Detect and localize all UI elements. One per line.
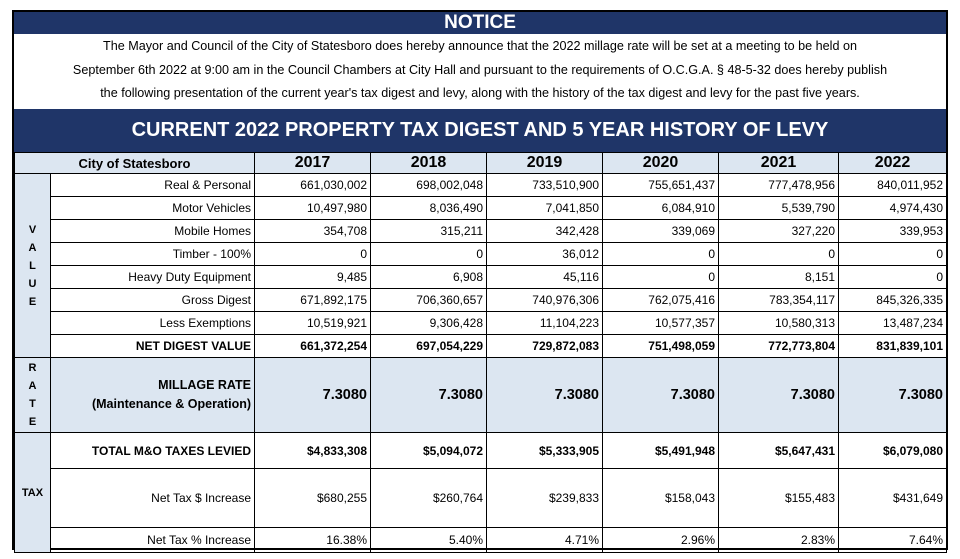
table-row: [15, 528, 947, 553]
side-letter: E: [28, 416, 37, 428]
notice-line: The Mayor and Council of the City of Statesboro does hereby announce that the 2022 millage rate will be set at a meeting to be held on: [103, 39, 857, 53]
tax-cell: 16.38%: [255, 528, 371, 553]
value-cell: 0: [371, 243, 487, 266]
value-cell: 840,011,952: [839, 174, 947, 197]
rate-side-label: [15, 358, 51, 433]
value-cell: 671,892,175: [255, 289, 371, 312]
millage-value-cell: 7.3080: [603, 358, 719, 433]
millage-value-cell: 7.3080: [371, 358, 487, 433]
value-cell: 783,354,117: [719, 289, 839, 312]
tax-cell: $680,255: [255, 469, 371, 528]
millage-label-line: MILLAGE RATE: [158, 378, 251, 392]
value-cell: 10,497,980: [255, 197, 371, 220]
value-cell: 0: [839, 266, 947, 289]
year-header: 2019: [487, 153, 603, 174]
tax-cell: 2.96%: [603, 528, 719, 553]
notice-paragraph: [20, 35, 940, 106]
value-cell: 10,580,313: [719, 312, 839, 335]
value-cell: 339,953: [839, 220, 947, 243]
side-letter: R: [28, 362, 37, 374]
table-row: [15, 469, 947, 528]
tax-cell: 5.40%: [371, 528, 487, 553]
value-section: [15, 174, 947, 358]
table-row: [15, 266, 947, 289]
value-cell: 697,054,229: [371, 335, 487, 358]
value-cell: 45,116: [487, 266, 603, 289]
table-row: [15, 197, 947, 220]
tax-cell: $6,079,080: [839, 433, 947, 469]
value-cell: 0: [603, 266, 719, 289]
side-letter: E: [28, 295, 37, 308]
value-cell: 762,075,416: [603, 289, 719, 312]
row-label: Net Tax % Increase: [51, 528, 255, 553]
rate-section: [15, 358, 947, 433]
city-label: City of Statesboro: [15, 153, 255, 174]
value-cell: 9,485: [255, 266, 371, 289]
tax-cell: $239,833: [487, 469, 603, 528]
year-header: 2020: [603, 153, 719, 174]
year-header: 2017: [255, 153, 371, 174]
tax-digest-table: [14, 152, 947, 553]
table-row: [15, 289, 947, 312]
row-label: Timber - 100%: [51, 243, 255, 266]
side-letter: L: [29, 259, 36, 272]
value-cell: 0: [719, 243, 839, 266]
value-cell: 698,002,048: [371, 174, 487, 197]
side-letter: U: [28, 277, 37, 290]
table-row: [15, 433, 947, 469]
row-label: TOTAL M&O TAXES LEVIED: [51, 433, 255, 469]
tax-cell: $5,491,948: [603, 433, 719, 469]
millage-value-cell: 7.3080: [487, 358, 603, 433]
value-cell: 6,908: [371, 266, 487, 289]
value-cell: 751,498,059: [603, 335, 719, 358]
row-label: Mobile Homes: [51, 220, 255, 243]
row-label: Heavy Duty Equipment: [51, 266, 255, 289]
tax-cell: $431,649: [839, 469, 947, 528]
tax-cell: $158,043: [603, 469, 719, 528]
side-letter: V: [28, 223, 37, 236]
year-header: 2021: [719, 153, 839, 174]
millage-value-cell: 7.3080: [839, 358, 947, 433]
side-letter: A: [28, 380, 37, 392]
side-letter: T: [29, 398, 36, 410]
tax-cell: 4.71%: [487, 528, 603, 553]
value-cell: 10,519,921: [255, 312, 371, 335]
value-cell: 11,104,223: [487, 312, 603, 335]
tax-section: [15, 433, 947, 553]
millage-value-cell: 7.3080: [719, 358, 839, 433]
row-label: Gross Digest: [51, 289, 255, 312]
tax-cell: $5,647,431: [719, 433, 839, 469]
value-cell: 0: [255, 243, 371, 266]
table-row: [15, 220, 947, 243]
value-cell: 706,360,657: [371, 289, 487, 312]
value-cell: 831,839,101: [839, 335, 947, 358]
tax-cell: $260,764: [371, 469, 487, 528]
year-header: 2018: [371, 153, 487, 174]
millage-value-cell: 7.3080: [255, 358, 371, 433]
value-cell: 339,069: [603, 220, 719, 243]
value-cell: 0: [839, 243, 947, 266]
side-letter: A: [28, 241, 37, 254]
millage-rate-row: [15, 358, 947, 433]
tax-side-label: TAX: [15, 433, 51, 553]
tax-cell: 2.83%: [719, 528, 839, 553]
value-cell: 13,487,234: [839, 312, 947, 335]
value-cell: 10,577,357: [603, 312, 719, 335]
value-cell: 729,872,083: [487, 335, 603, 358]
row-label: Net Tax $ Increase: [51, 469, 255, 528]
table-row: [15, 174, 947, 197]
value-cell: 755,651,437: [603, 174, 719, 197]
tax-cell: $5,094,072: [371, 433, 487, 469]
row-label: Motor Vehicles: [51, 197, 255, 220]
millage-rate-label: [51, 358, 255, 433]
tax-cell: $4,833,308: [255, 433, 371, 469]
value-cell: 661,030,002: [255, 174, 371, 197]
table-row: [15, 335, 947, 358]
digest-table-title: CURRENT 2022 PROPERTY TAX DIGEST AND 5 YEAR HISTORY OF LEVY: [14, 109, 946, 152]
value-cell: 8,036,490: [371, 197, 487, 220]
value-cell: 327,220: [719, 220, 839, 243]
row-label: NET DIGEST VALUE: [51, 335, 255, 358]
value-cell: 9,306,428: [371, 312, 487, 335]
value-cell: 777,478,956: [719, 174, 839, 197]
value-cell: 0: [603, 243, 719, 266]
notice-line: the following presentation of the current year's tax digest and levy, along with the history of the tax digest and levy for the past five years.: [100, 86, 860, 100]
millage-label-line: (Maintenance & Operation): [91, 397, 251, 411]
value-cell: 740,976,306: [487, 289, 603, 312]
table-row: [15, 312, 947, 335]
value-cell: 7,041,850: [487, 197, 603, 220]
value-cell: 36,012: [487, 243, 603, 266]
row-label: Less Exemptions: [51, 312, 255, 335]
value-cell: 8,151: [719, 266, 839, 289]
year-header: 2022: [839, 153, 947, 174]
table-row: [15, 243, 947, 266]
value-cell: 772,773,804: [719, 335, 839, 358]
tax-cell: 7.64%: [839, 528, 947, 553]
value-cell: 5,539,790: [719, 197, 839, 220]
value-cell: 354,708: [255, 220, 371, 243]
value-cell: 661,372,254: [255, 335, 371, 358]
tax-cell: $155,483: [719, 469, 839, 528]
value-cell: 845,326,335: [839, 289, 947, 312]
value-cell: 733,510,900: [487, 174, 603, 197]
value-cell: 315,211: [371, 220, 487, 243]
value-cell: 4,974,430: [839, 197, 947, 220]
value-cell: 6,084,910: [603, 197, 719, 220]
notice-title: NOTICE: [14, 12, 946, 34]
notice-document: [12, 10, 948, 550]
value-side-label: [15, 174, 51, 358]
tax-cell: $5,333,905: [487, 433, 603, 469]
row-label: Real & Personal: [51, 174, 255, 197]
notice-line: September 6th 2022 at 9:00 am in the Council Chambers at City Hall and pursuant to the requirements of O.C.G.A. § 48-5-32 does hereby publish: [72, 62, 888, 77]
value-cell: 342,428: [487, 220, 603, 243]
year-header-row: [15, 153, 947, 174]
